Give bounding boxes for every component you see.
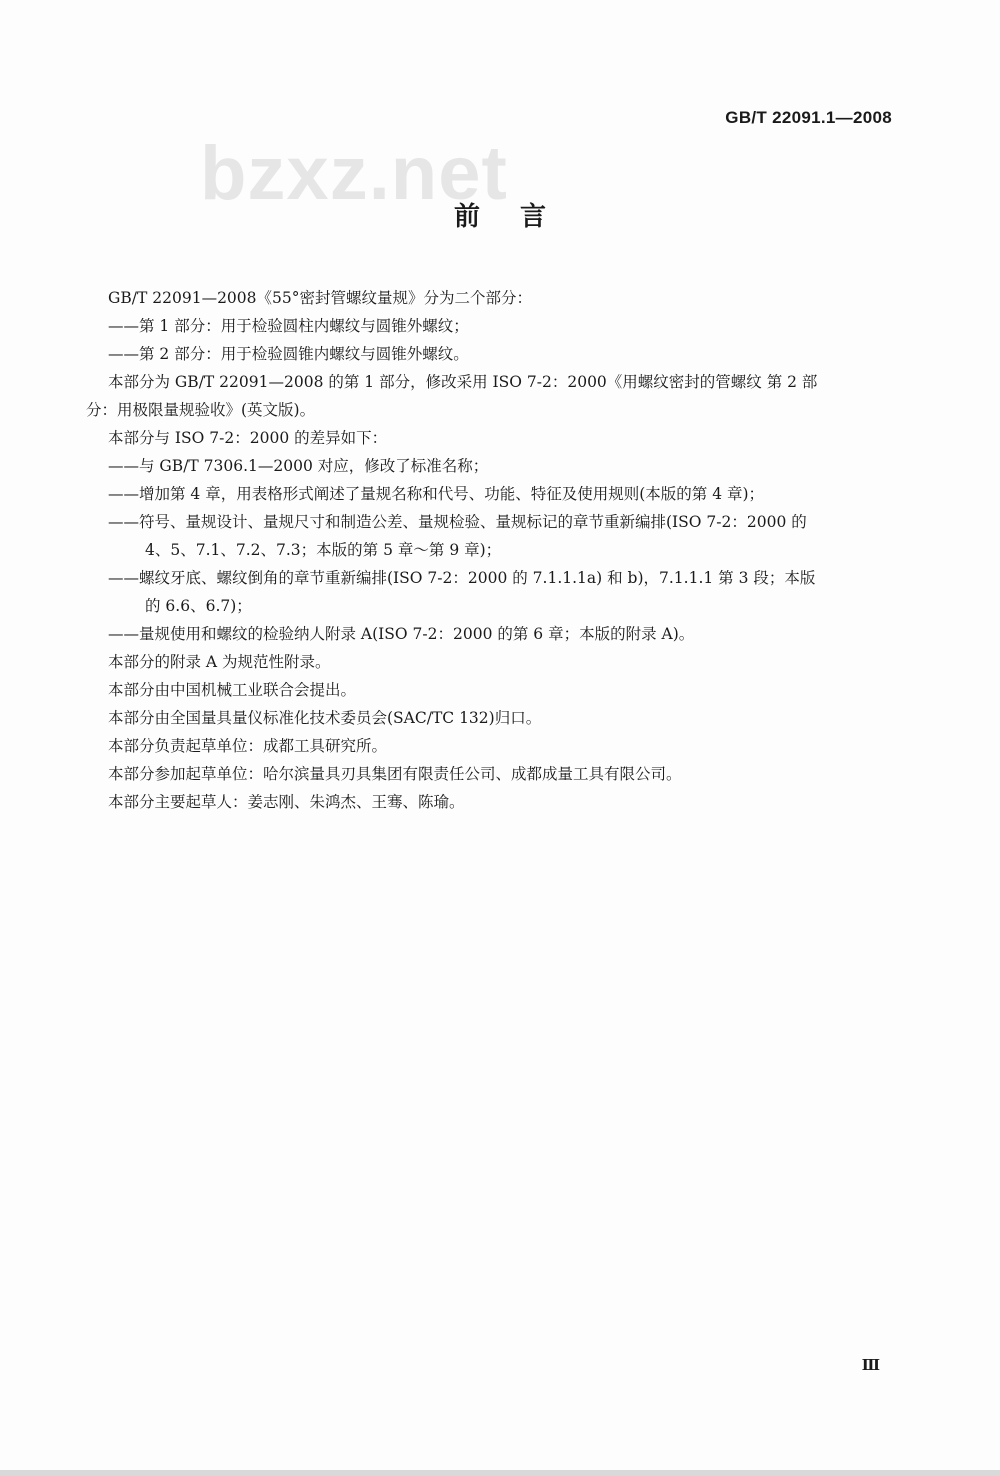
intro-paragraph: GB/T 22091—2008《55°密封管螺纹量规》分为二个部分： <box>108 289 532 307</box>
difference-item-1: ——与 GB/T 7306.1—2000 对应，修改了标准名称； <box>108 457 489 475</box>
differences-heading: 本部分与 ISO 7-2：2000 的差异如下： <box>108 429 388 447</box>
bottom-edge <box>0 1470 1000 1476</box>
list-item-part2: ——第 2 部分：用于检验圆锥内螺纹与圆锥外螺纹。 <box>108 345 469 363</box>
list-item-part1: ——第 1 部分：用于检验圆柱内螺纹与圆锥外螺纹； <box>108 317 469 335</box>
document-number: GB/T 22091.1—2008 <box>725 108 892 127</box>
watermark: bzxz.net <box>200 131 508 216</box>
committee-paragraph: 本部分由全国量具量仪标准化技术委员会(SAC/TC 132)归口。 <box>108 709 542 727</box>
difference-item-3-cont: 4、5、7.1、7.2、7.3；本版的第 5 章～第 9 章)； <box>145 541 502 559</box>
page-number: Ⅲ <box>861 1356 880 1374</box>
drafters-paragraph: 本部分主要起草人：姜志刚、朱鸿杰、王骞、陈瑜。 <box>108 793 465 811</box>
participating-units-paragraph: 本部分参加起草单位：哈尔滨量具刃具集团有限责任公司、成都成量工具有限公司。 <box>108 765 682 783</box>
difference-item-2: ——增加第 4 章，用表格形式阐述了量规名称和代号、功能、特征及使用规则(本版的第 4 章)； <box>108 485 765 503</box>
annex-paragraph: 本部分的附录 A 为规范性附录。 <box>108 653 331 671</box>
adoption-paragraph-cont: 分：用极限量规验收》(英文版)。 <box>86 401 316 419</box>
difference-item-3: ——符号、量规设计、量规尺寸和制造公差、量规检验、量规标记的章节重新编排(ISO 7-2：2000 的 <box>108 513 807 531</box>
difference-item-4-cont: 的 6.6、6.7)； <box>145 597 252 615</box>
difference-item-5: ——量规使用和螺纹的检验纳人附录 A(ISO 7-2：2000 的第 6 章；本版的附录 A)。 <box>108 625 695 643</box>
foreword-body <box>86 284 896 816</box>
page-title: 前言 <box>453 202 586 232</box>
difference-item-4: ——螺纹牙底、螺纹倒角的章节重新编排(ISO 7-2：2000 的 7.1.1.1a) 和 b)，7.1.1.1 第 3 段；本版 <box>108 569 816 587</box>
adoption-paragraph: 本部分为 GB/T 22091—2008 的第 1 部分，修改采用 ISO 7-2：2000《用螺纹密封的管螺纹 第 2 部 <box>108 373 818 391</box>
proposer-paragraph: 本部分由中国机械工业联合会提出。 <box>108 681 357 699</box>
drafting-unit-paragraph: 本部分负责起草单位：成都工具研究所。 <box>108 737 388 755</box>
